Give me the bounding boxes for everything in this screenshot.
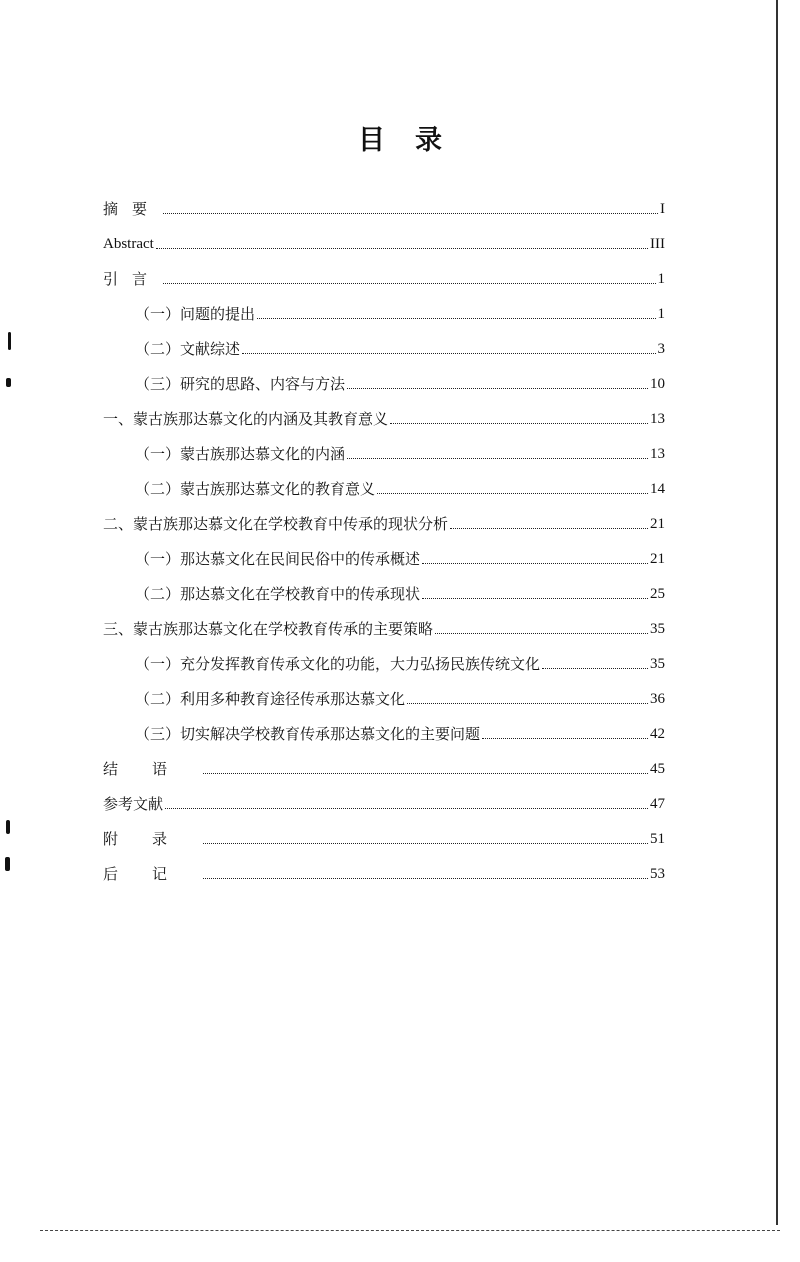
scan-mark	[6, 378, 11, 387]
toc-entry[interactable]	[103, 788, 665, 814]
toc-page-number: 13	[650, 411, 665, 427]
toc-leader	[165, 808, 648, 809]
toc-entry[interactable]	[103, 858, 665, 884]
toc-leader	[450, 528, 648, 529]
page-title	[0, 118, 800, 157]
toc-leader	[422, 598, 648, 599]
toc-entry[interactable]	[103, 263, 665, 289]
toc-page-number: 14	[650, 481, 665, 497]
toc-page-number: 10	[650, 376, 665, 392]
toc-entry[interactable]	[103, 228, 665, 254]
toc-entry[interactable]	[103, 613, 665, 639]
toc-leader	[377, 493, 648, 494]
toc-entry-label: （二）蒙古族那达慕文化的教育意义	[135, 480, 376, 498]
toc-entry-label: （一）蒙古族那达慕文化的内涵	[135, 445, 346, 463]
toc-entry-label: 结语	[103, 760, 202, 778]
toc-page-number: 1	[657, 306, 665, 322]
toc-page-number: III	[650, 236, 665, 252]
toc-page-number: 3	[657, 341, 665, 357]
toc-leader	[390, 423, 648, 424]
toc-entry[interactable]	[135, 648, 665, 674]
toc-leader	[163, 283, 655, 284]
toc-entry-label: 参考文献	[103, 795, 164, 813]
toc-entry[interactable]	[135, 368, 665, 394]
toc-leader	[203, 773, 648, 774]
toc-entry[interactable]	[103, 508, 665, 534]
toc-page-number: 35	[650, 656, 665, 672]
toc-leader	[203, 878, 648, 879]
scan-mark	[6, 820, 10, 834]
toc-entry-label: 引言	[103, 270, 162, 288]
toc-leader	[242, 353, 655, 354]
toc-entry[interactable]	[135, 438, 665, 464]
toc-leader	[203, 843, 648, 844]
toc-leader	[482, 738, 648, 739]
toc-entry[interactable]	[135, 578, 665, 604]
toc-entry-label: （三）切实解决学校教育传承那达慕文化的主要问题	[135, 725, 481, 743]
toc-entry-label: （二）利用多种教育途径传承那达慕文化	[135, 690, 406, 708]
toc-leader	[257, 318, 655, 319]
toc-entry-label: 附录	[103, 830, 202, 848]
toc-page-number: 35	[650, 621, 665, 637]
toc-entry-label: 三、蒙古族那达慕文化在学校教育传承的主要策略	[103, 620, 434, 638]
toc-page-number: 45	[650, 761, 665, 777]
toc-page-number: 21	[650, 551, 665, 567]
toc-entry-label: 一、蒙古族那达慕文化的内涵及其教育意义	[103, 410, 389, 428]
toc-entry[interactable]	[135, 333, 665, 359]
toc-entry-label: （一）那达慕文化在民间民俗中的传承概述	[135, 550, 421, 568]
toc-entry-label: （二）那达慕文化在学校教育中的传承现状	[135, 585, 421, 603]
toc-leader	[156, 248, 648, 249]
toc-entry[interactable]	[103, 823, 665, 849]
toc-entry-label: 摘要	[103, 200, 162, 218]
toc-leader	[435, 633, 648, 634]
page-title-char: 目	[358, 125, 385, 156]
toc-page-number: I	[660, 201, 665, 217]
scan-edge-right	[776, 0, 778, 1225]
scan-mark	[5, 857, 10, 871]
toc-page-number: 21	[650, 516, 665, 532]
toc-leader	[163, 213, 658, 214]
toc-entry-label: （二）文献综述	[135, 340, 241, 358]
toc-page-number: 1	[657, 271, 665, 287]
toc-leader	[422, 563, 648, 564]
scan-edge-bottom	[40, 1230, 780, 1231]
toc-leader	[347, 458, 648, 459]
toc-entry[interactable]	[103, 753, 665, 779]
toc-page-number: 25	[650, 586, 665, 602]
scan-mark	[8, 332, 11, 350]
toc-entry[interactable]	[103, 193, 665, 219]
toc-leader	[542, 668, 648, 669]
toc-page-number: 42	[650, 726, 665, 742]
toc-entry[interactable]	[135, 543, 665, 569]
toc-entry-label: （三）研究的思路、内容与方法	[135, 375, 346, 393]
toc-leader	[347, 388, 648, 389]
toc-entry[interactable]	[135, 473, 665, 499]
toc-entry-label: （一）充分发挥教育传承文化的功能，大力弘扬民族传统文化	[135, 655, 541, 673]
toc-page-number: 36	[650, 691, 665, 707]
toc-leader	[407, 703, 648, 704]
toc-page-number: 51	[650, 831, 665, 847]
toc-entry[interactable]	[135, 298, 665, 324]
toc-entry[interactable]	[135, 718, 665, 744]
toc-entry-label: （一）问题的提出	[135, 305, 256, 323]
toc-entry-label: 后记	[103, 865, 202, 883]
toc-entry[interactable]	[103, 403, 665, 429]
toc-entry-label: Abstract	[103, 236, 154, 252]
page-title-char: 录	[415, 125, 442, 156]
toc-page-number: 53	[650, 866, 665, 882]
toc-page-number: 47	[650, 796, 665, 812]
toc-page-number: 13	[650, 446, 665, 462]
toc-entry[interactable]	[135, 683, 665, 709]
toc-entry-label: 二、蒙古族那达慕文化在学校教育中传承的现状分析	[103, 515, 449, 533]
